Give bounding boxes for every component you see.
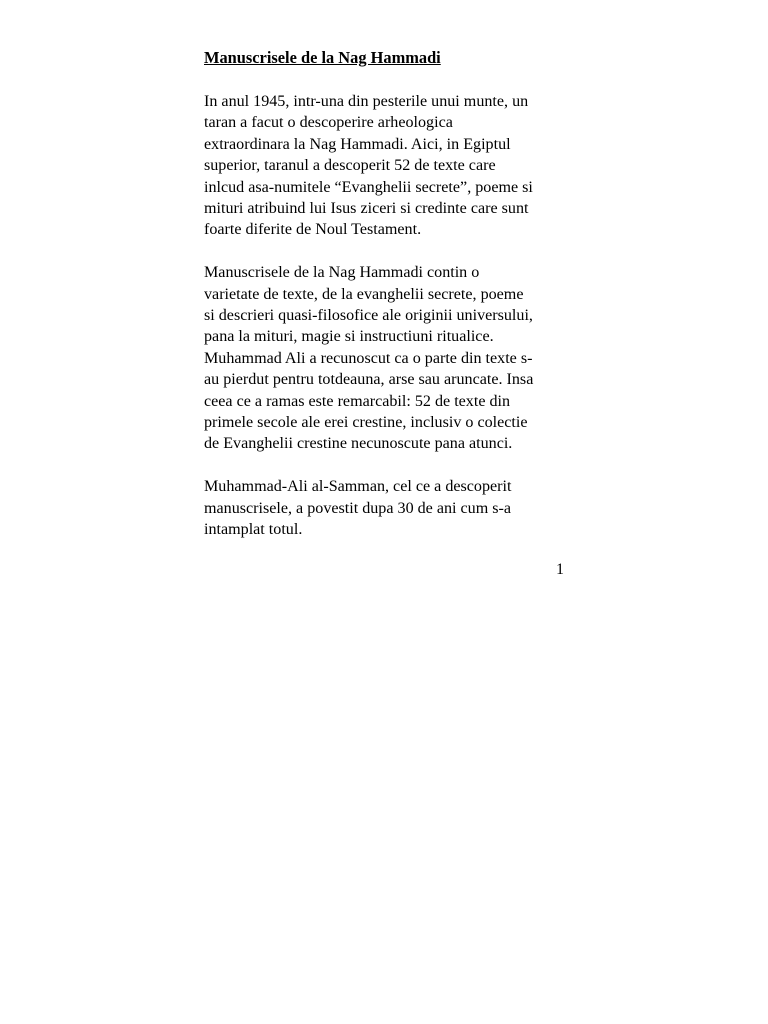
paragraph-line: taran a facut o descoperire arheologica	[204, 114, 453, 132]
paragraph-line: intamplat totul.	[204, 521, 303, 539]
paragraph-line: varietate de texte, de la evanghelii secrete, poeme	[204, 285, 524, 303]
paragraph-line: de Evanghelii crestine necunoscute pana atunci.	[204, 435, 513, 453]
paragraph-line: Muhammad-Ali al-Samman, cel ce a descoperit	[204, 478, 512, 496]
document-title: Manuscrisele de la Nag Hammadi	[204, 48, 441, 67]
document-body	[204, 47, 566, 562]
paragraph-line: extraordinara la Nag Hammadi. Aici, in Egiptul	[204, 135, 511, 153]
paragraph-2	[204, 262, 566, 455]
paragraph-line: ceea ce a ramas este remarcabil: 52 de texte din	[204, 392, 511, 410]
paragraph-line: manuscrisele, a povestit dupa 30 de ani cum s-a	[204, 499, 512, 517]
paragraph-line: Manuscrisele de la Nag Hammadi contin o	[204, 264, 480, 282]
paragraph-line: pana la mituri, magie si instructiuni ritualice.	[204, 328, 494, 346]
paragraph-line: Muhammad Ali a recunoscut ca o parte din texte s-	[204, 349, 533, 367]
paragraph-line: au pierdut pentru totdeauna, arse sau aruncate. Insa	[204, 371, 534, 389]
paragraph-3	[204, 476, 566, 540]
paragraph-line: In anul 1945, intr-una din pesterile unui munte, un	[204, 93, 529, 110]
page-number: 1	[556, 561, 564, 578]
paragraph-line: si descrieri quasi-filosofice ale originii universului,	[204, 307, 533, 325]
paragraph-line: inlcud asa-numitele “Evanghelii secrete”, poeme si	[204, 178, 533, 196]
paragraph-line: primele secole ale erei crestine, inclusiv o colectie	[204, 414, 528, 432]
paragraph-line: mituri atribuind lui Isus ziceri si credinte care sunt	[204, 200, 529, 218]
paragraph-line: superior, taranul a descoperit 52 de texte care	[204, 157, 496, 175]
paragraph-1	[204, 91, 566, 241]
paragraph-line: foarte diferite de Noul Testament.	[204, 221, 422, 239]
